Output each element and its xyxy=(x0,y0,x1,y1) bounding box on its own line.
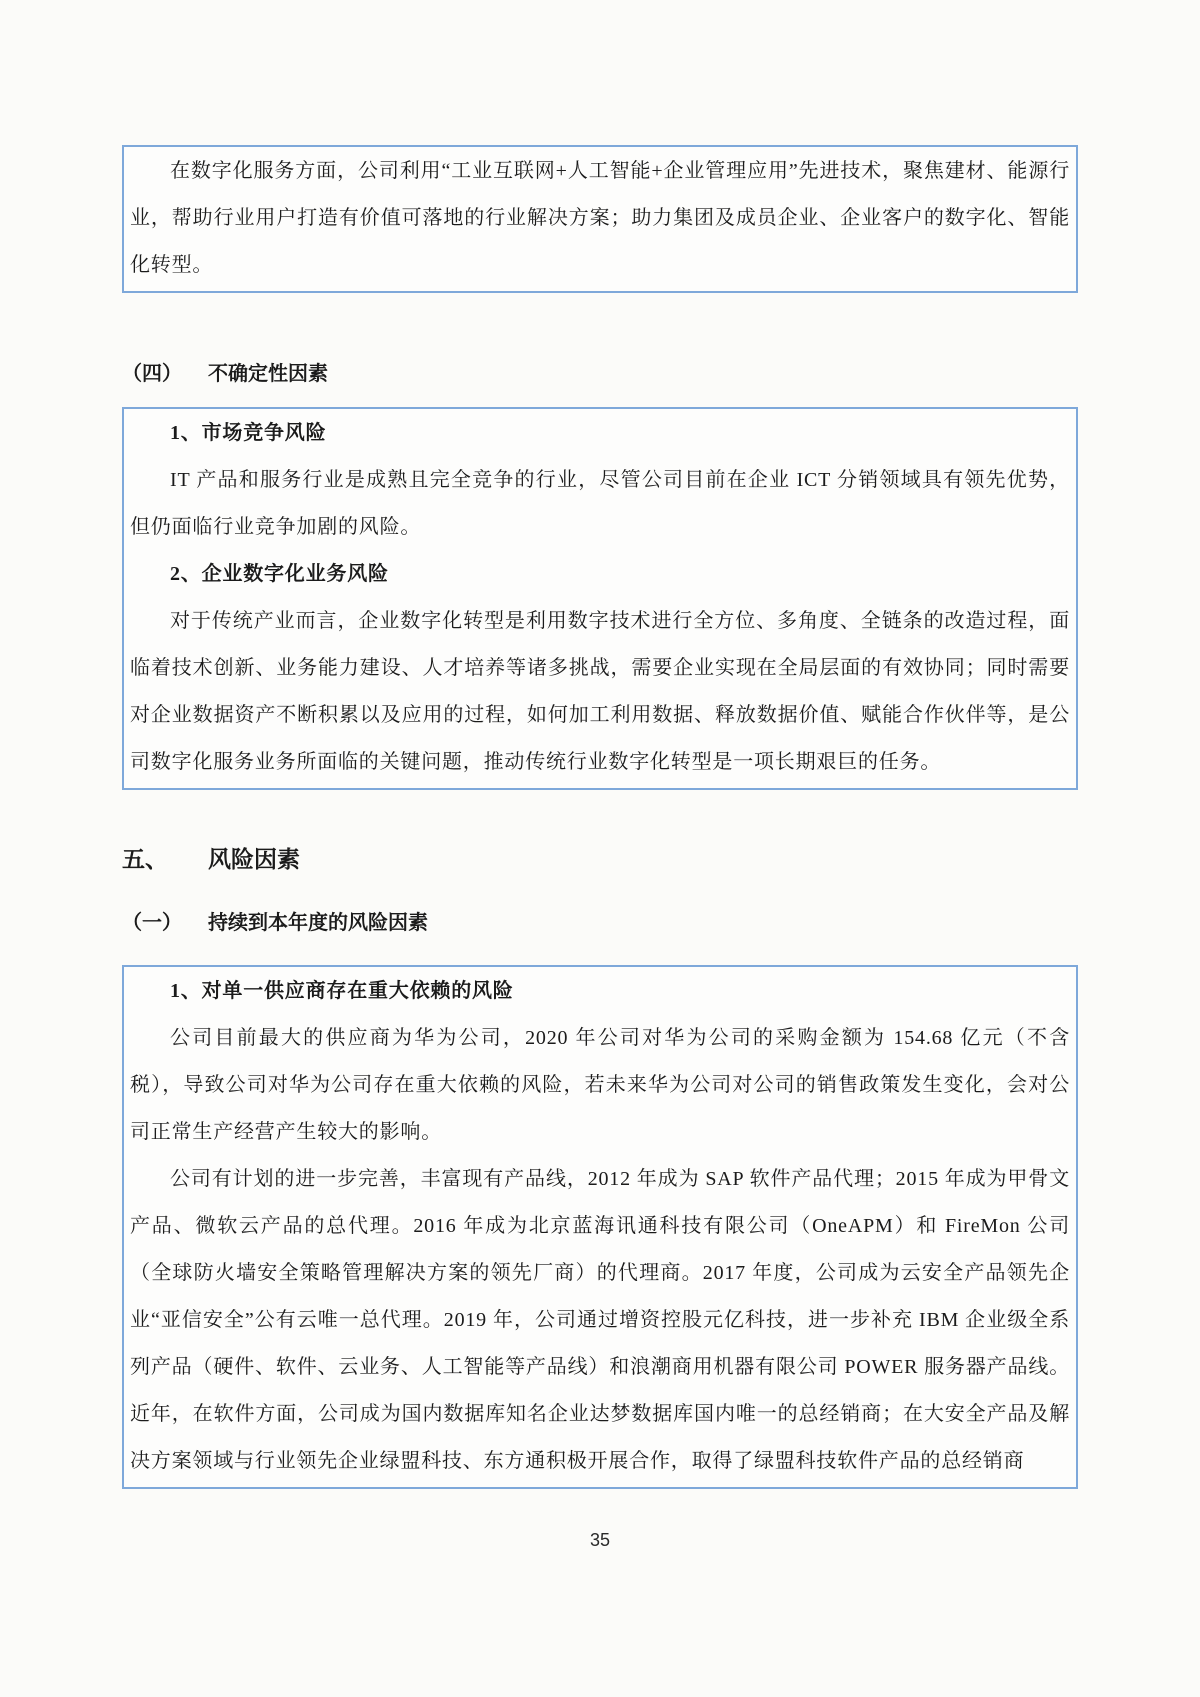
chapter-heading-risk-factors-title: 风险因素 xyxy=(208,847,300,872)
intro-text-box xyxy=(122,145,1078,293)
section-heading-uncertainty-label: （四） xyxy=(122,363,182,385)
supplier-dependence-risk-title: 1、对单一供应商存在重大依赖的风险 xyxy=(170,980,514,1002)
market-competition-risk-title: 1、市场竞争风险 xyxy=(170,422,327,444)
digitalization-business-risk-paragraph: 对于传统产业而言，企业数字化转型是利用数字技术进行全方位、多角度、全链条的改造过程，面临着技术创新、业务能力建设、人才培养等诸多挑战，需要企业实现在全局层面的有效协同；同时需要对企业数据资产不断积累以及应用的过程，如何加工利用数据、释放数据价值、赋能合作伙伴等，是公司数字化服务业务所面临的关键问题，推动传统行业数字化转型是一项长期艰巨的任务。 xyxy=(130,610,1070,773)
section-heading-uncertainty-title: 不确定性因素 xyxy=(208,363,328,385)
section-heading-continuing-risks xyxy=(122,908,1078,938)
supplier-dependence-risk-paragraph-2: 公司有计划的进一步完善，丰富现有产品线，2012 年成为 SAP 软件产品代理；2015 年成为甲骨文产品、微软云产品的总代理。2016 年成为北京蓝海讯通科技有限公司（OneAPM）和 FireMon 公司（全球防火墙安全策略管理解决方案的领先厂商）的代理商。2017 年度，公司成为云安全产品领先企业“亚信安全”公有云唯一总代理。2019 年，公司通过增资控股元亿科技，进一步补充 IBM 企业级全系列产品（硬件、软件、云业务、人工智能等产品线）和浪潮商用机器有限公司 POWER 服务器产品线。近年，在软件方面，公司成为国内数据库知名企业达梦数据库国内唯一的总经销商；在大安全产品及解决方案领域与行业领先企业绿盟科技、东方通积极开展合作，取得了绿盟科技软件产品的总经销商 xyxy=(130,1168,1070,1472)
uncertainty-text-box xyxy=(122,407,1078,790)
section-heading-continuing-risks-title: 持续到本年度的风险因素 xyxy=(208,912,428,934)
supplier-dependence-risk-paragraph-1: 公司目前最大的供应商为华为公司，2020 年公司对华为公司的采购金额为 154.68 亿元（不含税），导致公司对华为公司存在重大依赖的风险，若未来华为公司对公司的销售政策发生变化，会对公司正常生产经营产生较大的影响。 xyxy=(130,1027,1070,1143)
market-competition-risk-paragraph: IT 产品和服务行业是成熟且完全竞争的行业，尽管公司目前在企业 ICT 分销领域具有领先优势，但仍面临行业竞争加剧的风险。 xyxy=(130,469,1070,538)
intro-paragraph: 在数字化服务方面，公司利用“工业互联网+人工智能+企业管理应用”先进技术，聚焦建材、能源行业，帮助行业用户打造有价值可落地的行业解决方案；助力集团及成员企业、企业客户的数字化、智能化转型。 xyxy=(130,160,1070,276)
digitalization-business-risk-title: 2、企业数字化业务风险 xyxy=(170,563,389,585)
section-heading-continuing-risks-label: （一） xyxy=(122,912,182,934)
chapter-heading-risk-factors xyxy=(122,842,1078,878)
chapter-heading-risk-factors-label: 五、 xyxy=(122,847,168,872)
section-heading-uncertainty xyxy=(122,359,1078,389)
page-number: 35 xyxy=(589,1530,611,1550)
supplier-risk-text-box xyxy=(122,965,1078,1489)
